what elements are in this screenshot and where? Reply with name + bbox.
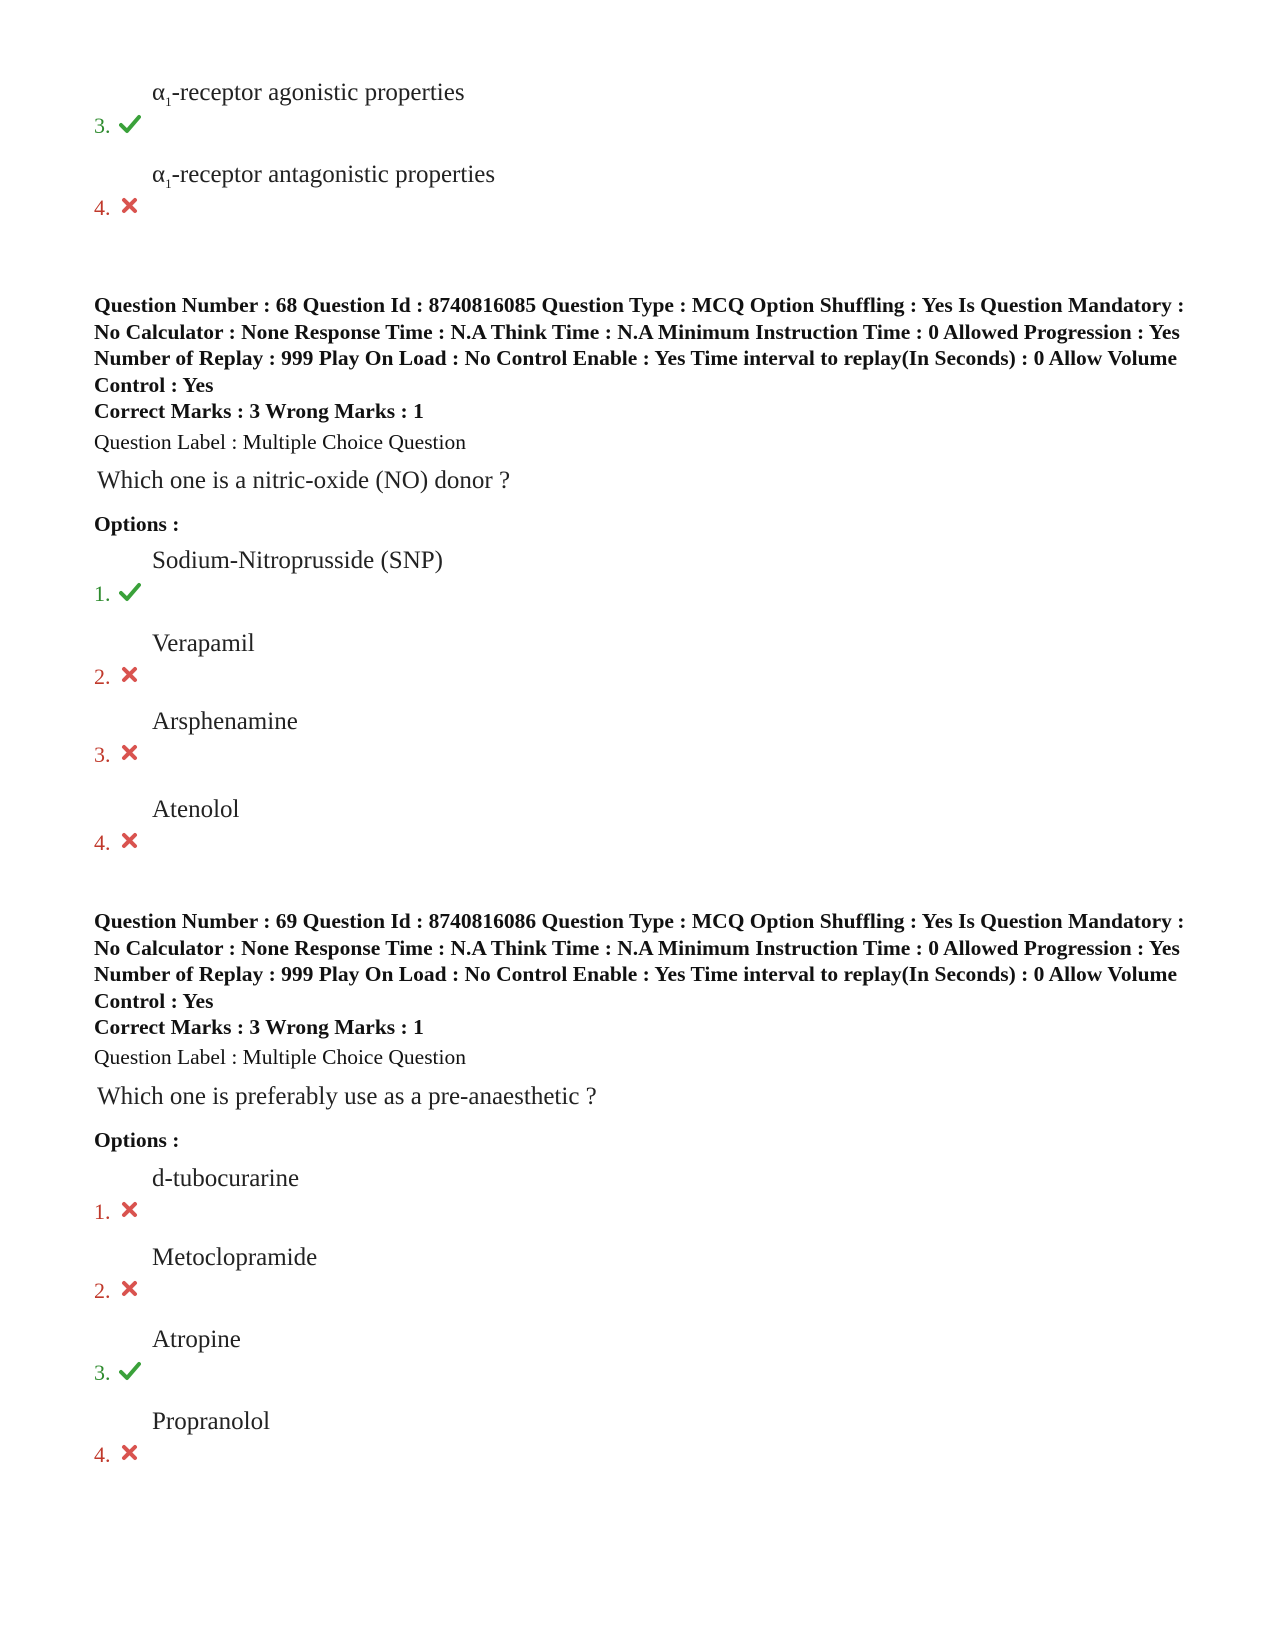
option-number: 2. xyxy=(94,664,111,689)
option-number: 1. xyxy=(94,1199,111,1224)
q68-option-2 xyxy=(94,629,794,689)
question-label: Question Label : Multiple Choice Question xyxy=(94,430,467,454)
q69-option-1 xyxy=(94,1164,794,1224)
cross-icon xyxy=(119,1443,141,1463)
q68-option-4 xyxy=(94,795,794,855)
option-number: 3. xyxy=(94,742,111,767)
question-meta: Question Number : 69 Question Id : 8740816086 Question Type : MCQ Option Shuffling : Yes Is Question Mandatory : No Calculator : None Response Time : N.A Think Time : N.A Minimum Instruction Time : 0 Allowed Progression : Yes Number of Replay : 999 Play On Load : No Control Enable : Yes Time interval to replay(In Seconds) : 0 Allow Volume Control : Yes xyxy=(94,909,1185,1013)
cross-icon xyxy=(119,196,141,216)
q68-option-1 xyxy=(94,546,794,606)
prev-option-4 xyxy=(94,160,794,220)
option-text: $\alpha_1$-receptor antagonistic properties xyxy=(152,161,496,191)
check-icon xyxy=(119,582,141,602)
q69-option-2 xyxy=(94,1243,794,1303)
check-icon xyxy=(119,114,141,134)
option-text: Atenolol xyxy=(152,796,240,823)
option-text: Metoclopramide xyxy=(152,1244,318,1271)
option-number: 2. xyxy=(94,1278,111,1303)
q69-option-4 xyxy=(94,1407,794,1467)
question-label: Question Label : Multiple Choice Question xyxy=(94,1045,467,1069)
option-text: d-tubocurarine xyxy=(152,1165,300,1192)
question-meta: Question Number : 68 Question Id : 8740816085 Question Type : MCQ Option Shuffling : Yes Is Question Mandatory : No Calculator : None Response Time : N.A Think Time : N.A Minimum Instruction Time : 0 Allowed Progression : Yes Number of Replay : 999 Play On Load : No Control Enable : Yes Time interval to replay(In Seconds) : 0 Allow Volume Control : Yes xyxy=(94,293,1185,397)
options-heading: Options : xyxy=(94,512,180,536)
option-number: 4. xyxy=(94,1442,111,1467)
question-text: Which one is a nitric-oxide (NO) donor ? xyxy=(97,467,511,494)
option-number: 4. xyxy=(94,830,111,855)
question-marks: Correct Marks : 3 Wrong Marks : 1 xyxy=(94,1015,424,1039)
option-text: Verapamil xyxy=(152,630,255,657)
cross-icon xyxy=(119,1200,141,1220)
q69-option-3 xyxy=(94,1325,794,1385)
prev-option-3 xyxy=(94,78,794,138)
question-marks: Correct Marks : 3 Wrong Marks : 1 xyxy=(94,399,424,423)
option-text: Sodium-Nitroprusside (SNP) xyxy=(152,547,443,574)
option-number: 3. xyxy=(94,113,111,138)
cross-icon xyxy=(119,1279,141,1299)
cross-icon xyxy=(119,743,141,763)
check-icon xyxy=(119,1361,141,1381)
option-number: 4. xyxy=(94,195,111,220)
cross-icon xyxy=(119,831,141,851)
option-text: Atropine xyxy=(152,1326,241,1353)
q68-option-3 xyxy=(94,707,794,767)
option-text: Propranolol xyxy=(152,1408,271,1435)
option-text: $\alpha_1$-receptor agonistic properties xyxy=(152,79,465,109)
option-number: 3. xyxy=(94,1360,111,1385)
options-heading: Options : xyxy=(94,1128,180,1152)
option-text: Arsphenamine xyxy=(152,708,298,735)
cross-icon xyxy=(119,665,141,685)
question-text: Which one is preferably use as a pre-anaesthetic ? xyxy=(97,1083,597,1110)
option-number: 1. xyxy=(94,581,111,606)
